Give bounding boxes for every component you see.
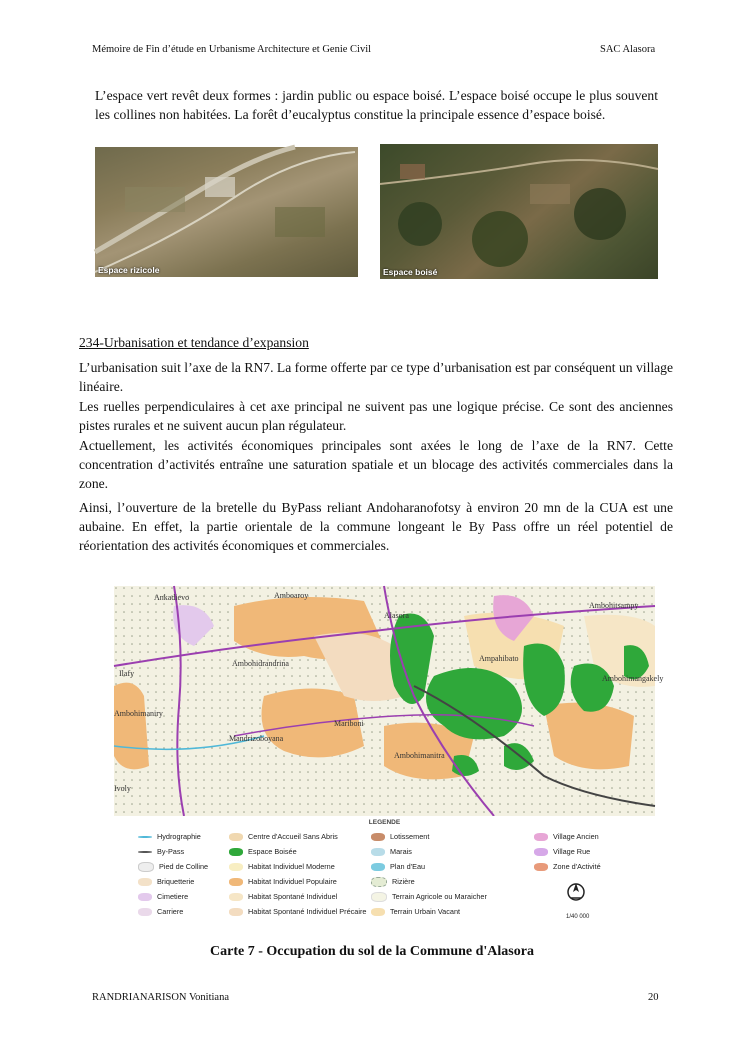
place-name: Ilafy [119,669,135,678]
section-paragraph-1: L’urbanisation suit l’axe de la RN7. La forme offerte par ce type d’urbanisation est par conséquent un village linéaire. [79,360,673,395]
land-use-map [114,586,664,816]
legend-title: LEGENDE [368,819,401,826]
legend-item: Zone d'Activité [534,862,601,871]
legend-item: Espace Boisée [229,847,297,856]
legend-swatch [371,833,385,841]
legend-swatch [229,833,243,841]
legend-swatch [138,908,152,916]
legend-swatch [138,862,154,872]
legend-item: Habitat Individuel Moderne [229,862,335,871]
place-name: Amboaroy [274,591,309,600]
legend-item: Marais [371,847,412,856]
place-name: Ambohimangakely [602,674,664,683]
north-arrow-icon [565,880,587,904]
section-paragraph-2: Les ruelles perpendiculaires à cet axe principal ne suivent pas une logique précise. Ce sont des anciennes pistes rurales et ne suivent aucun plan régulateur. [79,399,673,434]
photo-label-boise: Espace boisé [383,267,438,277]
legend-swatch [371,892,387,902]
header-right: SAC Alasora [600,44,656,55]
legend-swatch [371,848,385,856]
place-name: Mariboni [334,719,364,728]
legend-swatch [229,863,243,871]
legend-item: Pied de Colline [138,862,208,872]
legend-swatch [229,848,243,856]
legend-item: Rizière [371,877,415,887]
legend-item: Village Ancien [534,832,599,841]
legend-swatch [229,878,243,886]
legend-item: Hydrographie [138,832,201,841]
legend-item: Lotissement [371,832,429,841]
photo-espace-boise [380,144,658,279]
legend-swatch [534,833,548,841]
legend-swatch [138,878,152,886]
section-paragraph-4: Ainsi, l’ouverture de la bretelle du ByPass reliant Andoharanofotsy à environ 20 mn de la CUA est une aubaine. En effet, la partie orientale de la commune longeant le By Pass offre un réel potentiel de réorientation des activités économiques et commerciales. [79,500,673,554]
legend-item: Habitat Spontané Individuel [229,892,337,901]
legend-item: Village Rue [534,847,590,856]
place-name: Ambohitsampy [589,601,639,610]
legend-item: By-Pass [138,847,184,856]
legend-swatch [229,908,243,916]
map-caption: Carte 7 - Occupation du sol de la Commune d'Alasora [210,944,534,959]
place-name: Ambohidrandrina [232,659,289,668]
legend-item: Terrain Urbain Vacant [371,907,460,916]
legend-swatch [138,893,152,901]
place-name: Ambohimaniry [114,709,163,718]
legend-swatch [138,836,152,838]
place-name: Alasora [384,611,409,620]
section-paragraph-3: Actuellement, les activités économiques principales sont axées le long de l’axe de la RN7. Cette concentration d’activités entraîne une saturation spatiale et un blocage des activités commerciales dans la zone. [79,438,673,492]
footer-author: RANDRIANARISON Vonitiana [92,992,229,1003]
legend-item: Carriere [138,907,183,916]
page-number: 20 [648,992,659,1003]
header-title: Mémoire de Fin d’étude en Urbanisme Architecture et Genie Civil [92,44,372,55]
legend-item: Centre d'Accueil Sans Abris [229,832,338,841]
legend-swatch [138,851,152,853]
place-name: Ivoly [114,784,131,793]
place-name: Ankadievo [154,593,190,602]
legend-swatch [229,893,243,901]
legend-item: Habitat Individuel Populaire [229,877,337,886]
place-name: Ampahibato [479,654,519,663]
legend-swatch [534,848,548,856]
section-heading: 234-Urbanisation et tendance d’expansion [79,335,309,350]
place-name: Ambohimanitra [394,751,445,760]
legend-swatch [371,908,385,916]
map-scale: 1/40 000 [566,914,590,920]
legend-swatch [534,863,548,871]
legend-item: Plan d'Eau [371,862,425,871]
legend-swatch [371,863,385,871]
legend-item: Habitat Spontané Individuel Précaire [229,907,366,916]
intro-paragraph: L’espace vert revêt deux formes : jardin public ou espace boisé. L’espace boisé occupe le plus souvent les collines non habitées. La forêt d’eucalyptus constitue la principale essence d’espace boisé. [95,88,658,123]
legend-item: Cimetiere [138,892,188,901]
photo-espace-rizicole [95,147,358,277]
legend-swatch [371,877,387,887]
photo-label-rizicole: Espace rizicole [98,265,160,275]
legend-item: Briquetterie [138,877,194,886]
legend-item: Terrain Agricole ou Maraicher [371,892,487,902]
map-legend [114,816,655,932]
place-name: Mandrizoboyana [229,734,284,743]
